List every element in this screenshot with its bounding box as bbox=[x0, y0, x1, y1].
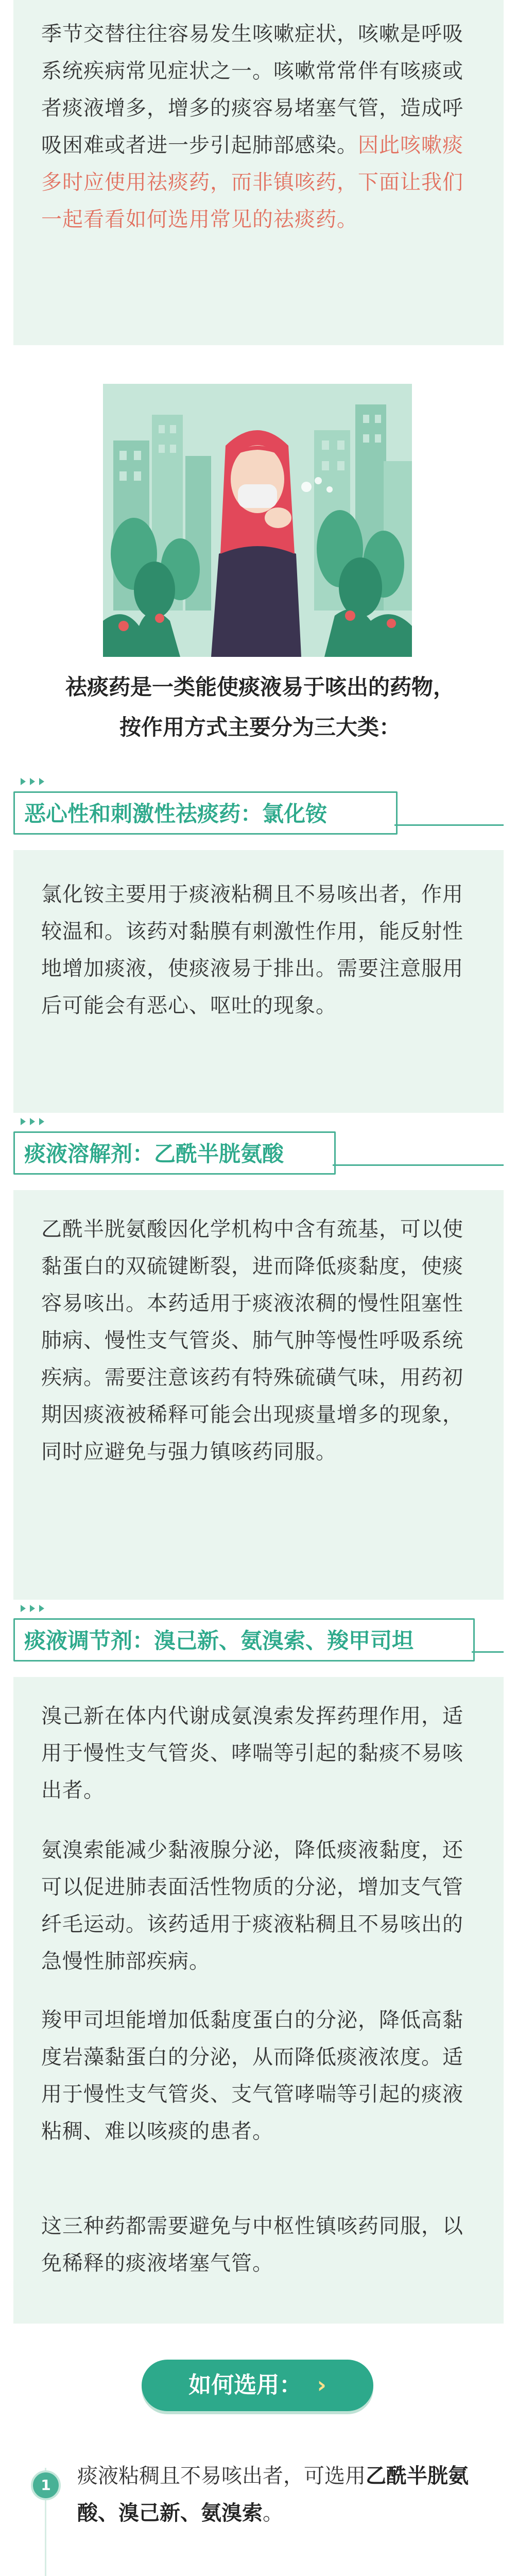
section-3-title-box bbox=[13, 1618, 475, 1662]
step-1-before: 痰液粘稠且不易咳出者，可选用 bbox=[77, 2464, 366, 2488]
intro-highlight-text: 因此咳嗽痰多时应使用祛痰药，而非镇咳药，下面让我们一起看看如何选用常见的祛痰药。 bbox=[41, 133, 463, 231]
step-1-text bbox=[77, 2458, 484, 2532]
section-3-paragraph-2: 氨溴索能减少黏液腺分泌，降低痰液黏度，还可以促进肺表面活性物质的分泌，增加支气管纤毛运动。该药适用于痰液粘稠且不易咳出的急慢性肺部疾病。 bbox=[41, 1838, 463, 1973]
how-to-choose-label: 如何选用： bbox=[188, 2372, 302, 2398]
section-1-card bbox=[13, 850, 504, 1113]
illustration-svg bbox=[103, 384, 412, 657]
section-2-title: 痰液溶解剂：乙酰半胱氨酸 bbox=[24, 1141, 284, 1166]
section-2-paragraph: 乙酰半胱氨酸因化学机构中含有巯基，可以使黏蛋白的双硫键断裂，进而降低痰黏度，使痰容易咳出。本药适用于痰液浓稠的慢性阻塞性肺病、慢性支气管炎、肺气肿等慢性呼吸系统疾病。需要注意该药有特殊硫磺气味，用药初期因痰液被稀释可能会出现痰量增多的现象，同时应避免与强力镇咳药同服。 bbox=[41, 1217, 463, 1464]
section-3-paragraph-1: 溴己新在体内代谢成氨溴索发挥药理作用，适用于慢性支气管炎、哮喘等引起的黏痰不易咳出者。 bbox=[41, 1704, 463, 1802]
step-1-after: 。 bbox=[263, 2501, 283, 2525]
section-1-header bbox=[13, 788, 504, 834]
step-number-1: 1 bbox=[31, 2470, 61, 2500]
section-1-title-box bbox=[13, 791, 398, 835]
section-3-card bbox=[13, 1677, 504, 2324]
how-to-choose-button[interactable] bbox=[142, 2360, 373, 2411]
step-1-bold: 乙酰半胱氨酸、溴己新、氨溴索 bbox=[77, 2464, 469, 2525]
section-1-title: 恶心性和刺激性祛痰药：氯化铵 bbox=[24, 801, 328, 826]
coughing-woman-illustration bbox=[103, 384, 412, 657]
summary-text: 祛痰药是一类能使痰液易于咳出的药物，按作用方式主要分为三大类： bbox=[65, 674, 455, 740]
section-3-header bbox=[13, 1615, 504, 1660]
section-1-paragraph: 氯化铵主要用于痰液粘稠且不易咳出者，作用较温和。该药对黏膜有刺激性作用，能反射性地增加痰液，使痰液易于排出。需要注意服用后可能会有恶心、呕吐的现象。 bbox=[41, 883, 463, 1018]
section-2-header bbox=[13, 1128, 504, 1174]
section-3-title: 痰液调节剂：溴己新、氨溴索、羧甲司坦 bbox=[24, 1628, 414, 1653]
section-2-title-box bbox=[13, 1131, 336, 1175]
section-3-paragraph-4: 这三种药都需要避免与中枢性镇咳药同服，以免稀释的痰液堵塞气管。 bbox=[41, 2214, 463, 2275]
intro-card bbox=[13, 0, 504, 345]
section-3-rule bbox=[472, 1651, 504, 1653]
section-2-rule bbox=[333, 1164, 504, 1166]
section-2-card bbox=[13, 1190, 504, 1600]
intro-text: 季节交替往往容易发生咳嗽症状，咳嗽是呼吸系统疾病常见症状之一。咳嗽常常伴有咳痰或者痰液增多，增多的痰容易堵塞气管，造成呼吸困难或者进一步引起肺部感染。 bbox=[41, 22, 463, 157]
section-3-paragraph-3: 羧甲司坦能增加低黏度蛋白的分泌，降低高黏度岩藻黏蛋白的分泌，从而降低痰液浓度。适用于慢性支气管炎、支气管哮喘等引起的痰液粘稠、难以咳痰的患者。 bbox=[41, 2008, 463, 2143]
section-1-rule bbox=[394, 824, 504, 826]
intro-paragraph bbox=[41, 15, 479, 238]
chevron-right-icon: › bbox=[317, 2372, 326, 2398]
